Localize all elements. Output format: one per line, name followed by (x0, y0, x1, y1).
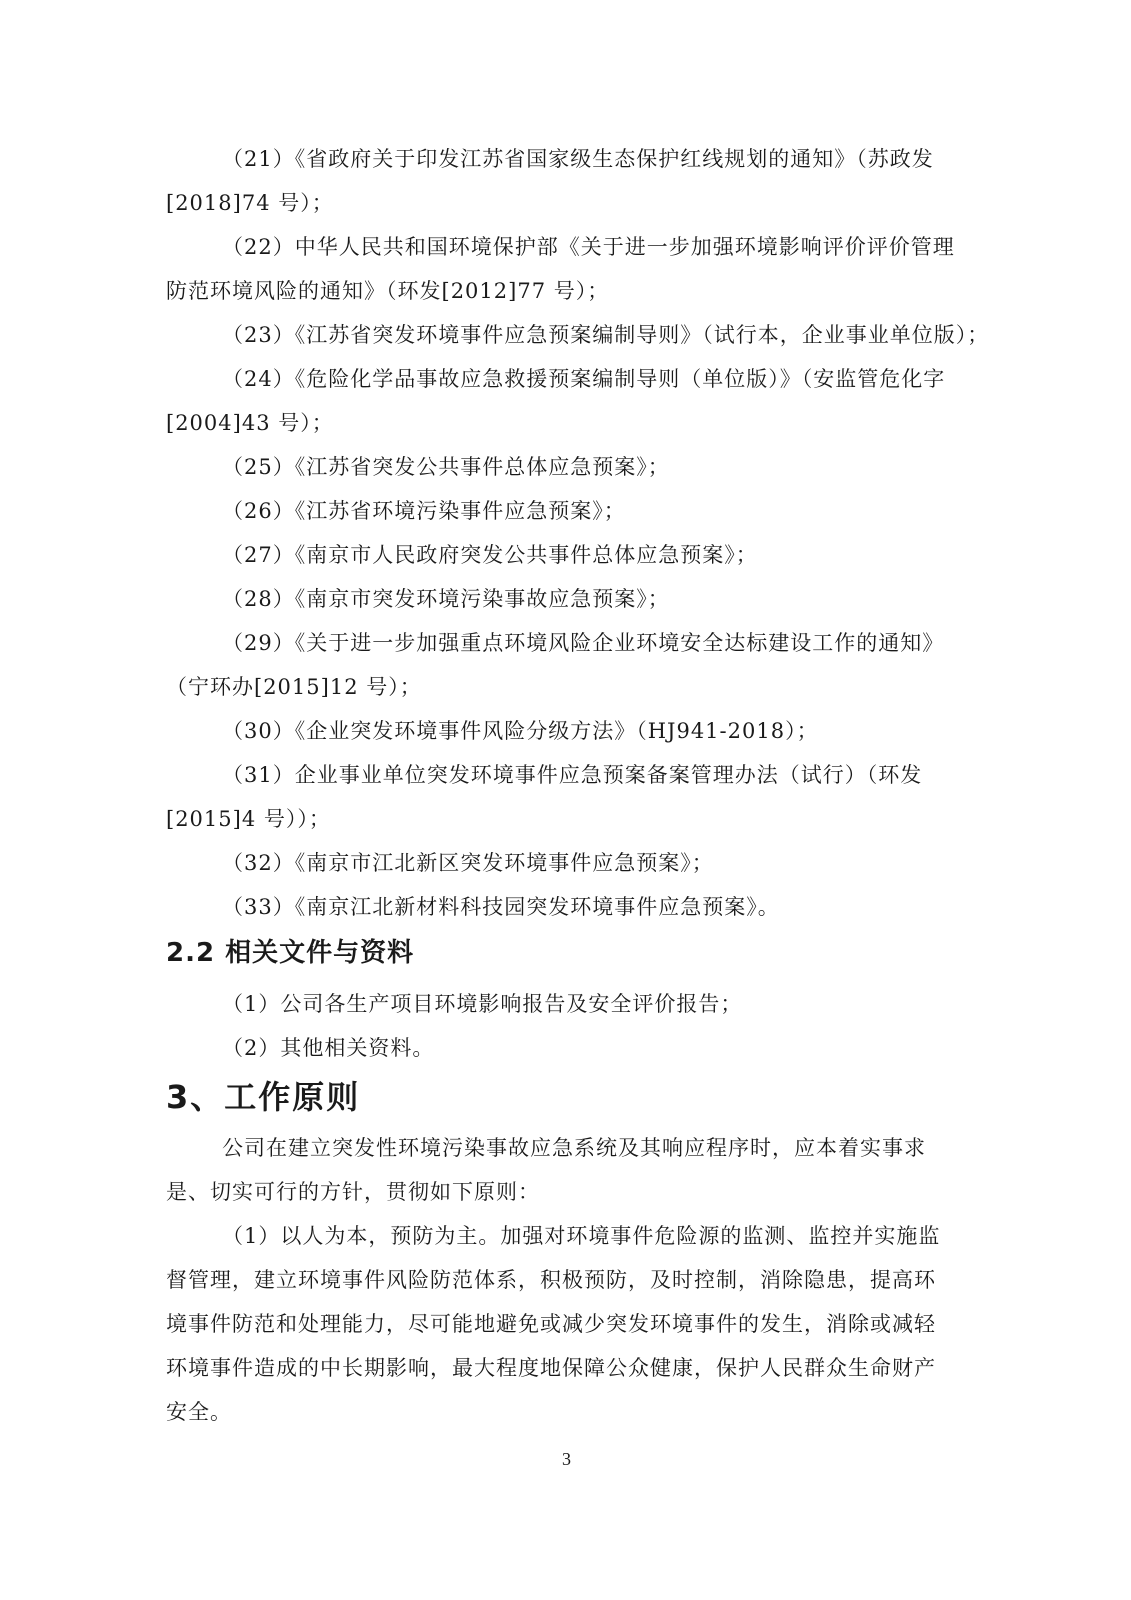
list-item-21-line2: [2018]74 号）； (166, 191, 334, 215)
section-3-principle-1-line1: （1）以人为本，预防为主。加强对环境事件危险源的监测、监控并实施监 (222, 1224, 941, 1248)
section-3-heading: 3、工作原则 (166, 1078, 361, 1116)
section-3-paragraph-line1: 公司在建立突发性环境污染事故应急系统及其响应程序时，应本着实事求 (222, 1136, 926, 1160)
section-2-2-item-2: （2）其他相关资料。 (222, 1036, 435, 1060)
list-item-33: （33）《南京江北新材料科技园突发环境事件应急预案》。 (222, 895, 780, 919)
list-item-29-line2: （宁环办[2015]12 号）； (166, 675, 422, 699)
list-item-32: （32）《南京市江北新区突发环境事件应急预案》； (222, 851, 714, 875)
section-3-paragraph-line2: 是、切实可行的方针，贯彻如下原则： (166, 1180, 540, 1204)
list-item-25: （25）《江苏省突发公共事件总体应急预案》； (222, 455, 670, 479)
list-item-22-line1: （22）中华人民共和国环境保护部《关于进一步加强环境影响评价评价管理 (222, 235, 955, 259)
section-3-principle-1-line5: 安全。 (166, 1400, 232, 1424)
list-item-23: （23）《江苏省突发环境事件应急预案编制导则》（试行本，企业事业单位版）； (222, 323, 990, 347)
list-item-31-line2: [2015]4 号））； (166, 807, 331, 831)
list-item-22-line2: 防范环境风险的通知》（环发[2012]77 号）； (166, 279, 610, 303)
list-item-26: （26）《江苏省环境污染事件应急预案》； (222, 499, 626, 523)
list-item-24-line1: （24）《危险化学品事故应急救援预案编制导则（单位版）》（安监管危化字 (222, 367, 946, 391)
list-item-29-line1: （29）《关于进一步加强重点环境风险企业环境安全达标建设工作的通知》 (222, 631, 945, 655)
page-number: 3 (562, 1449, 571, 1469)
list-item-27: （27）《南京市人民政府突发公共事件总体应急预案》； (222, 543, 758, 567)
list-item-24-line2: [2004]43 号）； (166, 411, 334, 435)
section-3-principle-1-line2: 督管理，建立环境事件风险防范体系，积极预防，及时控制，消除隐患，提高环 (166, 1268, 936, 1292)
section-2-2-item-1: （1）公司各生产项目环境影响报告及安全评价报告； (222, 992, 743, 1016)
section-3-principle-1-line3: 境事件防范和处理能力，尽可能地避免或减少突发环境事件的发生，消除或减轻 (166, 1312, 936, 1336)
section-3-principle-1-line4: 环境事件造成的中长期影响，最大程度地保障公众健康，保护人民群众生命财产 (166, 1356, 936, 1380)
list-item-21-line1: （21）《省政府关于印发江苏省国家级生态保护红线规划的通知》（苏政发 (222, 147, 934, 171)
list-item-30: （30）《企业突发环境事件风险分级方法》（HJ941-2018）； (222, 719, 819, 743)
section-2-2-heading: 2.2 相关文件与资料 (166, 938, 415, 968)
list-item-28: （28）《南京市突发环境污染事故应急预案》； (222, 587, 670, 611)
list-item-31-line1: （31）企业事业单位突发环境事件应急预案备案管理办法（试行）（环发 (222, 763, 923, 787)
